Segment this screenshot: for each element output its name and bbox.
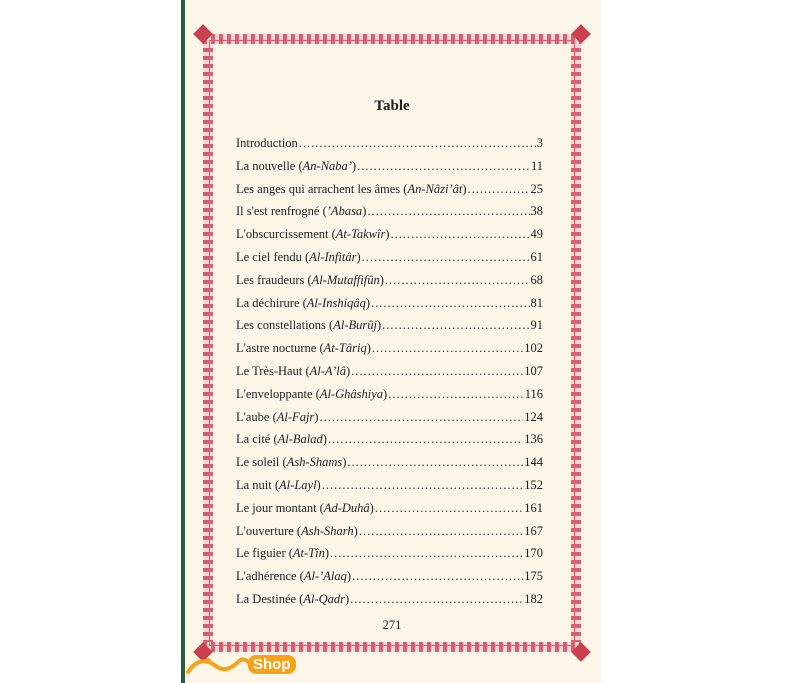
shop-logo-text: Shop <box>248 655 296 674</box>
toc-entry-close: ) <box>385 227 390 242</box>
toc-entry-page: 107 <box>524 363 543 378</box>
toc-entry-title <box>236 569 351 584</box>
toc-entry-page: 116 <box>524 386 543 401</box>
toc-entry-close: ) <box>316 477 321 492</box>
toc-entry-text: La cité ( <box>236 432 278 447</box>
toc-leader-dots <box>388 387 524 402</box>
toc-leader-dots <box>382 318 529 333</box>
toc-entry <box>236 387 543 410</box>
toc-entry <box>236 204 543 227</box>
toc-entry-transliteration: Al-A’lâ <box>309 363 346 378</box>
toc-entry-title <box>236 318 381 333</box>
toc-entry-title <box>236 501 374 516</box>
toc-entry <box>236 250 543 273</box>
toc-leader-dots <box>468 182 530 197</box>
toc-entry-transliteration: Al-Balad <box>277 432 323 447</box>
toc-entry <box>236 569 543 592</box>
toc-entry-title <box>236 204 366 219</box>
toc-entry-transliteration: Al-Layl <box>279 477 317 492</box>
toc-entry-text: Les anges qui arrachent les âmes ( <box>236 181 408 196</box>
toc-entry-text: Le Très-Haut ( <box>236 363 310 378</box>
page-title: Table <box>374 98 410 114</box>
toc-leader-dots <box>375 501 523 516</box>
toc-leader-dots <box>330 546 523 561</box>
toc-entry-text: La Destinée ( <box>236 591 304 606</box>
toc-entry-page: 91 <box>530 318 543 333</box>
toc-entry-page: 49 <box>530 227 543 242</box>
toc-entry-page: 102 <box>524 341 543 356</box>
book-cover-edge <box>181 0 185 683</box>
toc-entry-close: ) <box>383 386 388 401</box>
toc-entry-page: 161 <box>524 500 543 515</box>
toc-entry-close: ) <box>345 591 350 606</box>
toc-entry-close: ) <box>322 432 327 447</box>
toc-entry-close: ) <box>353 523 358 538</box>
toc-entry-page: 61 <box>530 249 543 264</box>
toc-entry-page: 11 <box>530 158 543 173</box>
toc-entry <box>236 159 543 182</box>
toc-entry-close: ) <box>362 204 367 219</box>
toc-entry-page: 136 <box>524 432 543 447</box>
toc-entry-transliteration: Al-Fajr <box>276 409 315 424</box>
toc-entry-text: L'ouverture ( <box>236 523 302 538</box>
toc-entry-title <box>236 341 371 356</box>
toc-entry-transliteration: Al-Inshiqâq <box>306 295 366 310</box>
toc-entry <box>236 296 543 319</box>
toc-entry-text: Les fraudeurs ( <box>236 272 312 287</box>
toc-leader-dots <box>328 432 523 447</box>
toc-entry-transliteration: Al-Ghâshiya <box>319 386 384 401</box>
toc-entry-title <box>236 227 390 242</box>
toc-entry-close: ) <box>351 158 357 173</box>
toc-entry <box>236 501 543 524</box>
toc-leader-dots <box>322 478 524 493</box>
toc-entry-text: Il s'est renfrogné ( <box>236 204 327 219</box>
toc-entry <box>236 318 543 341</box>
toc-entry <box>236 364 543 387</box>
toc-entry <box>236 227 543 250</box>
toc-entry <box>236 478 543 501</box>
toc-entry-close: ) <box>314 409 319 424</box>
toc-entry-title <box>236 546 329 561</box>
toc-entry-text: L'astre nocturne ( <box>236 341 324 356</box>
toc-entry-transliteration: Al-Infitâr <box>309 249 357 264</box>
toc-entry-title <box>236 273 384 288</box>
toc-entry-close: ) <box>324 546 330 561</box>
toc-entry-close: ) <box>356 249 361 264</box>
toc-entry-close: ) <box>346 569 352 584</box>
toc-entry-text: L'obscurcissement ( <box>236 227 336 242</box>
toc-entry-page: 81 <box>530 295 543 310</box>
toc-entry-title <box>236 478 321 493</box>
toc-entry-text: Le figuier ( <box>236 546 293 561</box>
toc-entry-page: 167 <box>524 523 543 538</box>
toc-entry-transliteration: Al-Mutaffifûn <box>311 272 380 287</box>
toc-leader-dots <box>352 569 523 584</box>
toc-leader-dots <box>367 204 529 219</box>
toc-entry-title <box>236 250 361 265</box>
toc-entry-text: La nouvelle ( <box>236 158 303 173</box>
toc-entry-transliteration: Ash-Sharh <box>301 523 354 538</box>
toc-entry-text: La nuit ( <box>236 477 280 492</box>
toc-entry-title <box>236 387 387 402</box>
toc-entry-text: L'aube ( <box>236 409 277 424</box>
toc-entry-title <box>236 410 318 425</box>
toc-entry-transliteration: Ad-Duhâ <box>323 500 370 515</box>
toc-entry-page: 25 <box>530 181 543 196</box>
toc-entry-transliteration: ’Abasa <box>326 204 363 219</box>
toc-entry-transliteration: An-Nâzi’ât <box>407 181 463 196</box>
toc-entry-transliteration: Al-’Alaq <box>303 569 347 584</box>
toc-entry-page: 144 <box>524 455 543 470</box>
toc-entry-close: ) <box>369 500 374 515</box>
toc-leader-dots <box>350 592 523 607</box>
toc-entry <box>236 455 543 478</box>
toc-entry-transliteration: Al-Qadr <box>303 591 345 606</box>
toc-entry-transliteration: At-Takwîr <box>335 227 386 242</box>
toc-entry <box>236 182 543 205</box>
toc-entry-text: L'enveloppante ( <box>236 386 320 401</box>
toc-entry-page: 68 <box>530 272 543 287</box>
toc-entry-transliteration: Al-Burûj <box>333 318 377 333</box>
toc-leader-dots <box>372 341 523 356</box>
toc-leader-dots <box>299 136 536 151</box>
page-number: 271 <box>382 618 402 632</box>
toc-entry <box>236 341 543 364</box>
toc-entry-close: ) <box>342 455 347 470</box>
toc-entry-text: Les constellations ( <box>236 318 334 333</box>
toc-leader-dots <box>357 159 530 174</box>
toc-entry-title <box>236 296 370 311</box>
toc-entry-title <box>236 455 346 470</box>
toc-entry-page: 182 <box>524 591 543 606</box>
toc-entry-page: 124 <box>524 409 543 424</box>
toc-entry <box>236 592 543 615</box>
toc-entry-close: ) <box>379 272 384 287</box>
toc-entry-close: ) <box>462 181 467 196</box>
toc-leader-dots <box>347 455 523 470</box>
toc-entry-text: Introduction <box>236 136 298 150</box>
toc-entry-title <box>236 182 467 197</box>
toc-entry-close: ) <box>376 318 382 333</box>
toc-entry-title <box>236 364 350 379</box>
toc-entry-page: 3 <box>536 136 543 150</box>
toc-leader-dots <box>351 364 523 379</box>
toc-leader-dots <box>385 273 530 288</box>
table-of-contents <box>236 136 543 615</box>
toc-entry <box>236 136 543 159</box>
toc-entry-title <box>236 159 356 174</box>
toc-entry <box>236 546 543 569</box>
toc-entry <box>236 273 543 296</box>
toc-entry-title <box>236 432 327 447</box>
toc-entry-transliteration: Ash-Shams <box>286 455 343 470</box>
toc-entry-page: 38 <box>530 204 543 219</box>
toc-entry-transliteration: At-Tîn <box>292 546 325 561</box>
toc-leader-dots <box>359 524 523 539</box>
toc-entry-text: Le jour montant ( <box>236 500 324 515</box>
toc-entry-text: Le ciel fendu ( <box>236 249 310 264</box>
toc-entry <box>236 524 543 547</box>
toc-entry-title <box>236 524 358 539</box>
toc-entry-text: La déchirure ( <box>236 295 307 310</box>
toc-entry-transliteration: An-Naba’ <box>302 158 352 173</box>
toc-leader-dots <box>391 227 530 242</box>
toc-entry-text: Le soleil ( <box>236 455 287 470</box>
toc-entry-text: L'adhérence ( <box>236 569 304 584</box>
toc-entry-page: 170 <box>524 546 543 561</box>
toc-entry <box>236 432 543 455</box>
toc-entry-title <box>236 136 298 151</box>
toc-entry-title <box>236 592 349 607</box>
toc-entry-transliteration: At-Târiq <box>323 341 367 356</box>
toc-entry-close: ) <box>366 341 371 356</box>
toc-leader-dots <box>319 410 523 425</box>
toc-leader-dots <box>362 250 530 265</box>
toc-entry <box>236 410 543 433</box>
toc-entry-page: 175 <box>524 569 543 584</box>
toc-entry-page: 152 <box>524 477 543 492</box>
toc-entry-close: ) <box>365 295 370 310</box>
toc-entry-close: ) <box>345 363 351 378</box>
toc-leader-dots <box>371 296 530 311</box>
